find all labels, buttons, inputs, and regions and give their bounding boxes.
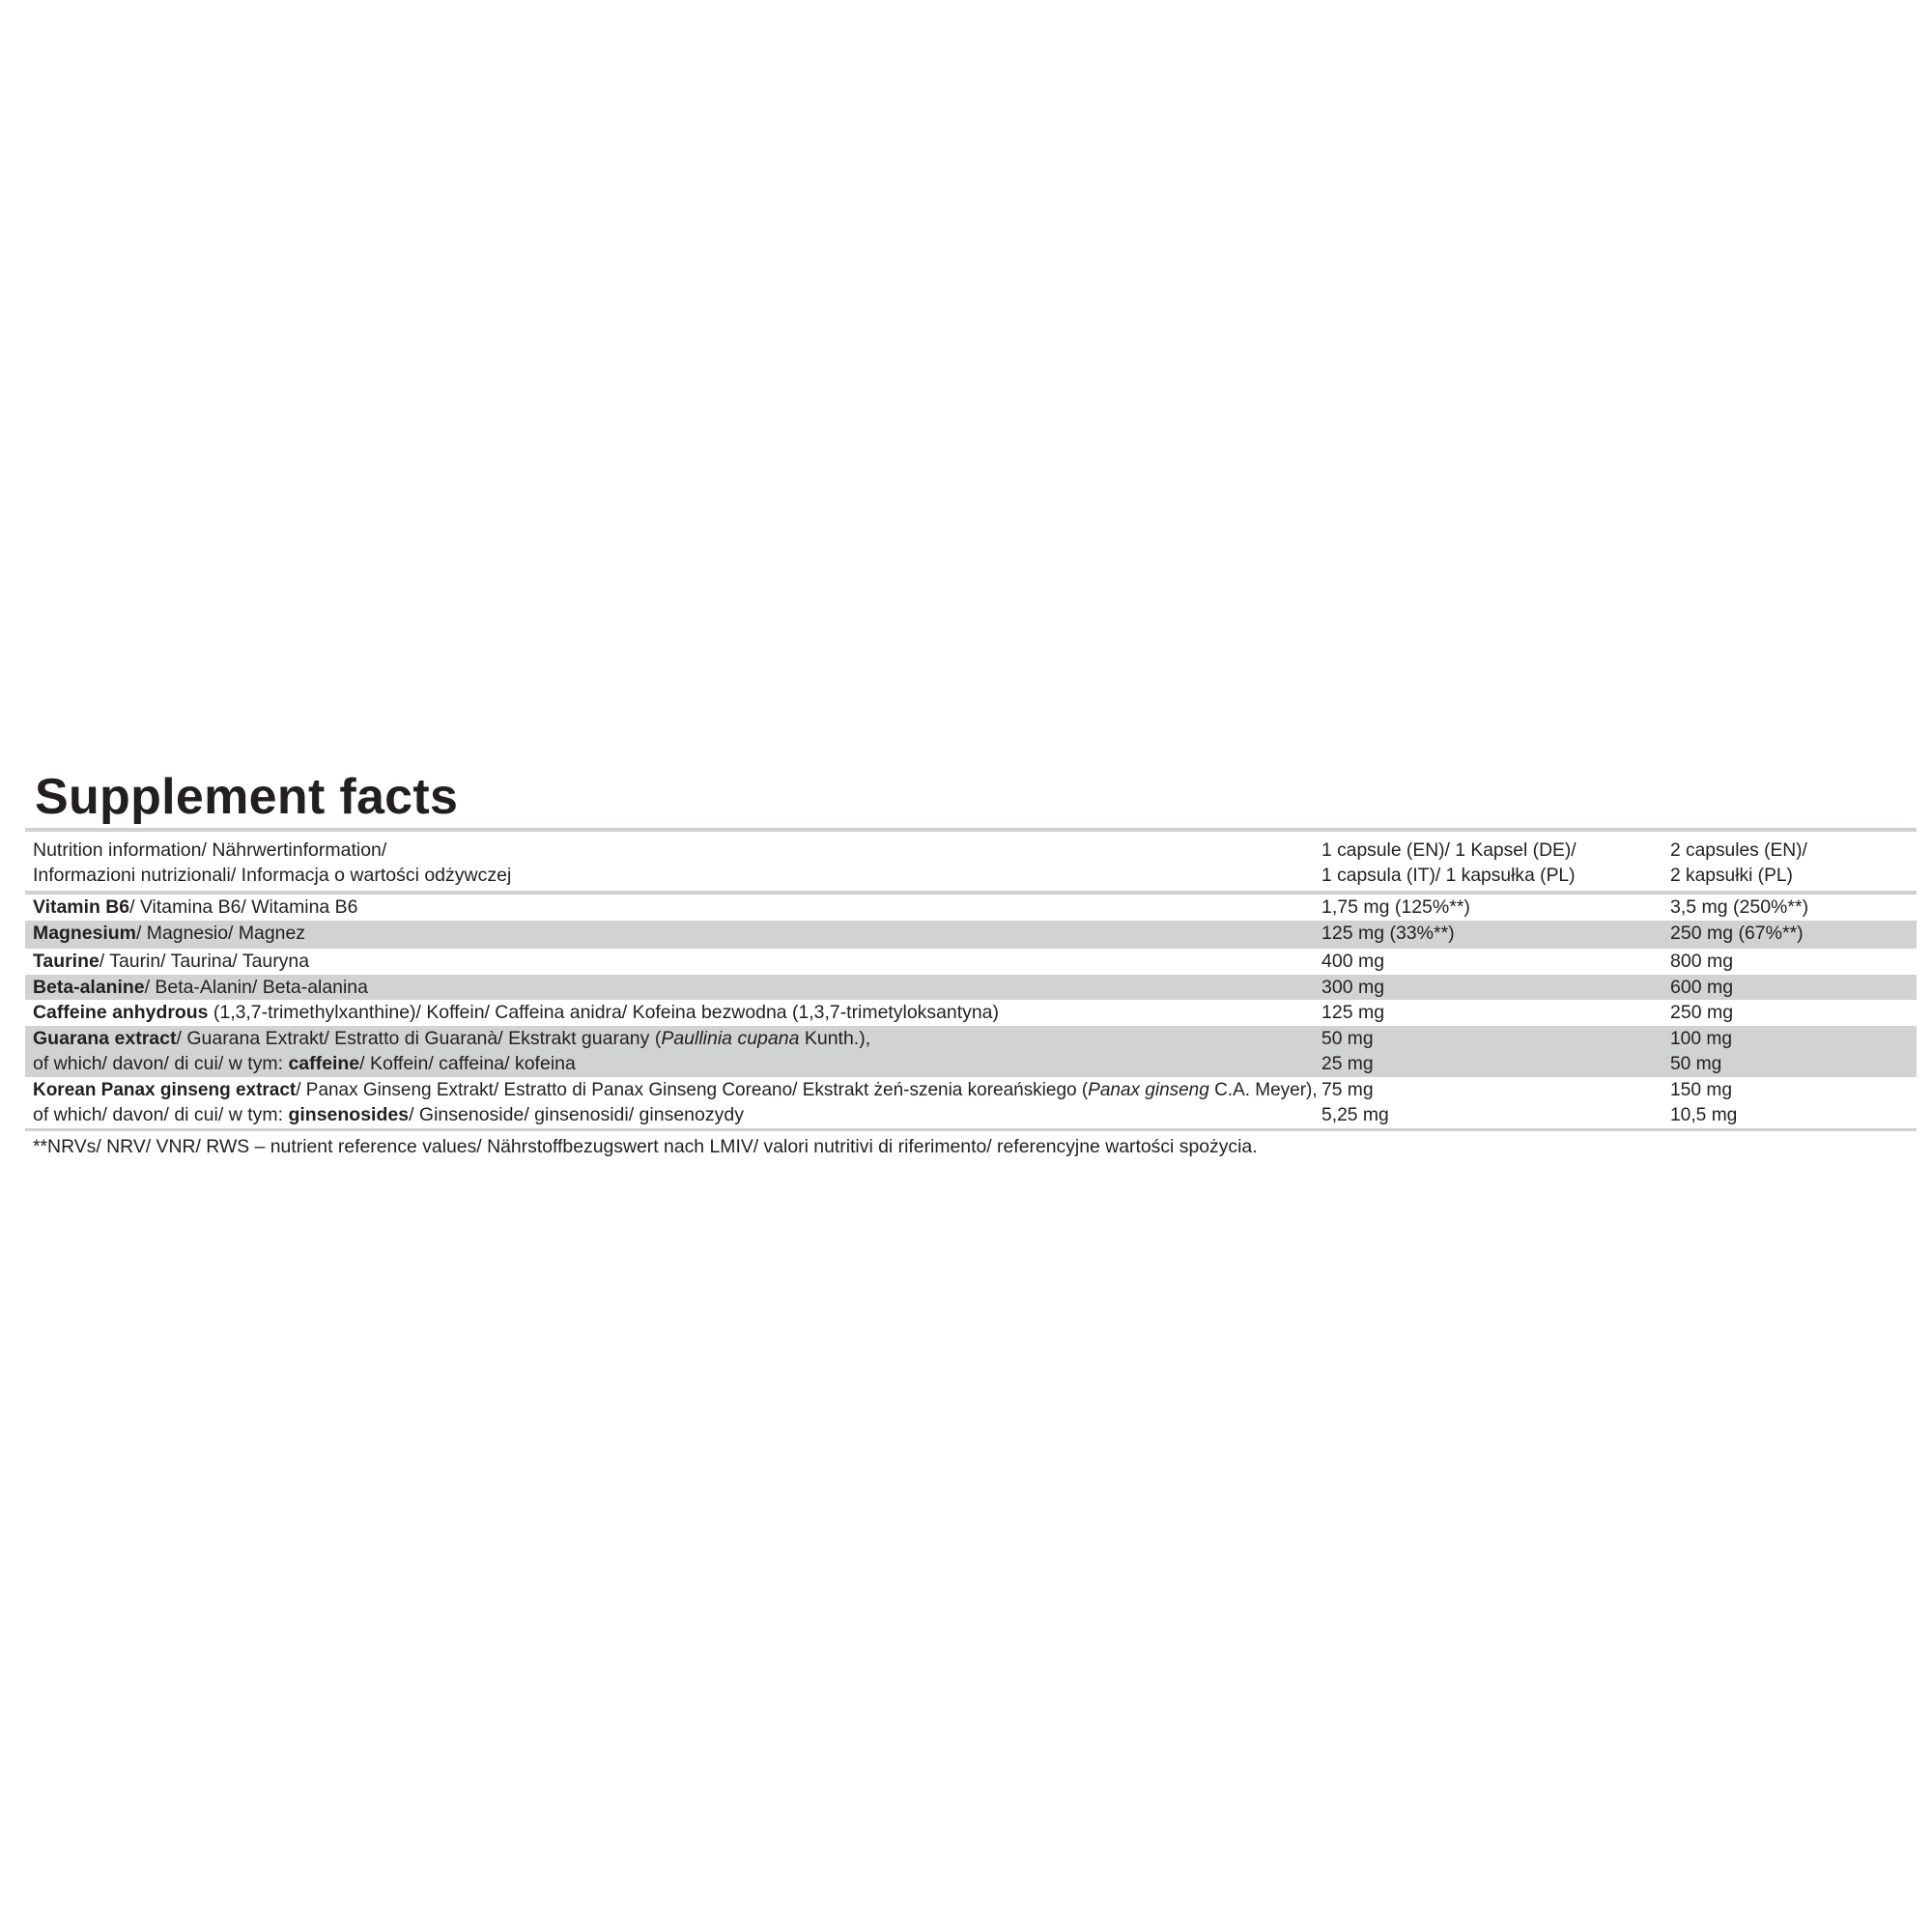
of-which-label: of which/ davon/ di cui/ w tym: [33, 1053, 289, 1074]
header-col1-line2: Informazioni nutrizionali/ Informacja o wartości odżywczej [33, 865, 512, 886]
sub-ingredient-translations: / Koffein/ caffeina/ kofeina [359, 1053, 576, 1074]
dose-main: 75 mg [1321, 1078, 1374, 1100]
dose-two-capsules: 250 mg (67%**) [1670, 922, 1804, 944]
footnote-nrv: **NRVs/ NRV/ VNR/ RWS – nutrient reference values/ Nährstoffbezugswert nach LMIV/ valori nutritivi di riferimento/ referencyjne wartości spożycia. [32, 1135, 1258, 1157]
dose-two-capsules [1670, 1026, 1917, 1077]
ingredient-main-line [33, 1077, 1318, 1103]
ingredient-name-bold: Caffeine anhydrous [33, 1002, 209, 1023]
header-col1-line1: Nutrition information/ Nährwertinformation/ [33, 839, 387, 861]
dose-two-capsules: 3,5 mg (250%**) [1670, 896, 1809, 918]
table-row-magnesium [25, 921, 1917, 947]
ingredient-name-translations: / Beta-Alanin/ Beta-alanina [144, 976, 368, 998]
dose-one-capsule: 300 mg [1321, 976, 1385, 998]
ingredient-name-bold: Vitamin B6 [33, 896, 130, 918]
table-row-beta-alanine [25, 975, 1917, 1001]
ingredient-name-translations: / Guarana Extrakt/ Estratto di Guaranà/ Ekstrakt guarany ( [176, 1027, 662, 1049]
table-row-caffeine-anhydrous [25, 1000, 1917, 1026]
ingredient-name-translations: / Taurin/ Taurina/ Tauryna [99, 951, 310, 972]
header-nutrition-information [33, 838, 1321, 888]
table-row-guarana-extract [25, 1026, 1917, 1077]
header-one-capsule [1321, 838, 1670, 888]
header-col2-line2: 1 capsula (IT)/ 1 kapsułka (PL) [1321, 865, 1576, 886]
sub-ingredient-bold: ginsenosides [288, 1104, 410, 1125]
of-which-label: of which/ davon/ di cui/ w tym: [33, 1104, 289, 1125]
ingredient-name-translations: / Magnesio/ Magnez [135, 922, 306, 944]
ingredient-sub-line [33, 1051, 1312, 1077]
ingredient-name-bold: Guarana extract [33, 1027, 177, 1049]
ingredient-name [33, 921, 1318, 947]
ingredient-main-line [33, 1026, 1312, 1052]
dose-main: 150 mg [1670, 1078, 1733, 1100]
header-two-capsules [1670, 838, 1917, 888]
ingredient-name [33, 1077, 1321, 1128]
table-row-vitamin-b6 [25, 895, 1917, 921]
dose-one-capsule: 125 mg [1321, 1002, 1385, 1023]
ingredient-sub-line [33, 1102, 1312, 1128]
dose-one-capsule [1321, 1026, 1670, 1077]
ingredient-name-translations: (1,3,7-trimethylxanthine)/ Koffein/ Caffeina anidra/ Kofeina bezwodna (1,3,7-trimetyloksantyna) [208, 1002, 999, 1023]
dose-sub: 50 mg [1670, 1053, 1722, 1074]
ingredient-name-translations: / Vitamina B6/ Witamina B6 [129, 896, 358, 918]
ingredient-name-bold: Korean Panax ginseng extract [33, 1078, 297, 1100]
header-col3-line1: 2 capsules (EN)/ [1670, 839, 1807, 861]
header-col3-line2: 2 kapsułki (PL) [1670, 865, 1793, 886]
ingredient-name-bold: Beta-alanine [33, 976, 145, 998]
page-title: Supplement facts [35, 769, 459, 825]
sub-ingredient-translations: / Ginsenoside/ ginsenosidi/ ginsenozydy [409, 1104, 744, 1125]
ingredient-name [33, 1026, 1321, 1077]
dose-sub: 25 mg [1321, 1053, 1374, 1074]
header-col2-line1: 1 capsule (EN)/ 1 Kapsel (DE)/ [1321, 839, 1577, 861]
ingredient-name-bold: Taurine [33, 951, 99, 972]
table-row-taurine [25, 949, 1917, 975]
dose-one-capsule: 400 mg [1321, 951, 1385, 972]
latin-name: Panax ginseng [1088, 1078, 1209, 1100]
dose-one-capsule [1321, 1077, 1670, 1128]
table-header-row [25, 832, 1917, 891]
sub-ingredient-bold: caffeine [288, 1053, 360, 1074]
latin-name: Paullinia cupana [661, 1027, 800, 1049]
latin-name-author: Kunth.), [799, 1027, 871, 1049]
ingredient-name [33, 895, 1318, 921]
ingredient-name-bold: Magnesium [33, 922, 136, 944]
dose-one-capsule: 125 mg (33%**) [1321, 922, 1455, 944]
dose-two-capsules: 600 mg [1670, 976, 1734, 998]
dose-sub: 5,25 mg [1321, 1104, 1389, 1125]
dose-two-capsules: 800 mg [1670, 951, 1734, 972]
dose-two-capsules: 250 mg [1670, 1002, 1734, 1023]
ingredient-name [33, 975, 1318, 1001]
dose-sub: 10,5 mg [1670, 1104, 1738, 1125]
table-row-korean-ginseng-extract [25, 1077, 1917, 1128]
ingredient-name [33, 949, 1318, 975]
ingredient-name [33, 1000, 1318, 1026]
latin-name-author: C.A. Meyer), [1208, 1078, 1318, 1100]
dose-one-capsule: 1,75 mg (125%**) [1321, 896, 1470, 918]
dose-two-capsules [1670, 1077, 1917, 1128]
dose-main: 100 mg [1670, 1027, 1733, 1049]
ingredient-name-translations: / Panax Ginseng Extrakt/ Estratto di Panax Ginseng Coreano/ Ekstrakt żeń-szenia koreańskiego ( [296, 1078, 1089, 1100]
supplement-facts-panel [25, 768, 1917, 1159]
dose-main: 50 mg [1321, 1027, 1374, 1049]
